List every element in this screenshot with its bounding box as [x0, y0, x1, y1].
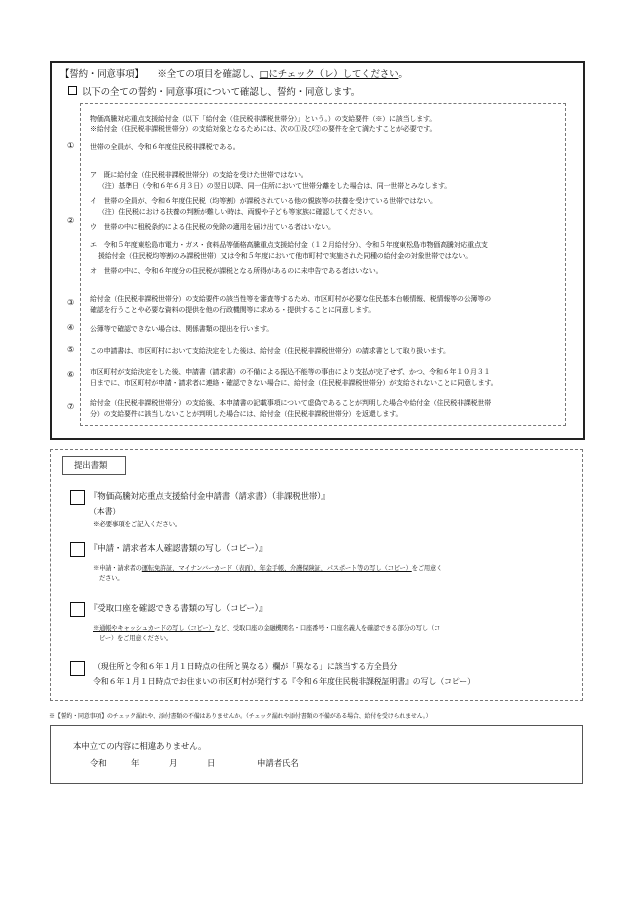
pledge-item-text: 分）の支給要件に該当しないことが判明した場合には、給付金（住民税非課税世帯分）を返還します。 [90, 410, 403, 418]
footnote: ※【誓約・同意事項】のチェック漏れや、添付書類の不備はありませんか。（チェック漏れや添付書類の不備がある場合、給付を受けられません。） [49, 713, 432, 720]
applicant-name-label: 申請者氏名 [257, 759, 299, 769]
confirmation-box [50, 725, 583, 784]
document-checkbox-tax-certificate[interactable] [70, 661, 85, 676]
document-note-line2: ピー）をご用意ください。 [99, 635, 172, 642]
pledge-header-note-end: 。 [398, 69, 408, 80]
pledge-subitem-b: イ 世帯の全員が、令和６年度住民税（均等割）が課税されている他の親族等の扶養を受けている世帯ではない。 [90, 197, 437, 205]
pledge-subitem-a: ア 既に給付金（住民税非課税世帯分）の支給を受けた世帯ではない。 [90, 171, 308, 179]
document-sub: （本書） [89, 507, 121, 516]
pledge-item-number: ⑤ [67, 345, 74, 354]
pledge-item-text: 世帯の全員が、令和６年度住民税非課税である。 [90, 143, 240, 151]
pledge-item-number: ④ [67, 323, 74, 332]
document-title: 『受取口座を確認できる書類の写し（コピー）』 [89, 604, 268, 614]
pledge-agree-checkbox[interactable] [68, 86, 77, 95]
date-era-label: 令和 [90, 759, 107, 769]
document-checkbox-identity[interactable] [70, 542, 85, 557]
date-year-label: 年 [131, 759, 140, 769]
document-note-line2: ださい。 [99, 575, 124, 582]
document-title: 『申請・請求者本人確認書類の写し（コピー）』 [89, 544, 268, 554]
document-note-post: など、受取口座の金融機関名・口座番号・口座名義人を確認できる部分の写し（コ [214, 625, 441, 632]
pledge-item-text: 給付金（住民税非課税世帯分）の支給要件の該当性等を審査等するため、市区町村が必要な住民基本台帳情報、税情報等の公簿等の [90, 295, 491, 303]
pledge-item-text: 市区町村が支給決定をした後、申請書（請求書）の不備による振込不能等の事由により支払が完了せず、かつ、令和６年１０月３１ [90, 368, 491, 376]
document-checkbox-application[interactable] [70, 490, 85, 505]
document-note-pre: ※申請・請求者の [93, 565, 142, 572]
document-note-post: をご用意く [411, 565, 443, 572]
pledge-item-number: ⑥ [67, 370, 74, 379]
pledge-subitem-a-note: （注）基準日（令和６年６月３日）の翌日以降、同一住所において世帯分離をした場合は、同一世帯とみなします。 [98, 182, 452, 190]
document-title: （現住所と令和６年１月１日時点の住所と異なる）欄が「異なる」に該当する方全員分 [93, 662, 398, 671]
pledge-subitem-c: ウ 世帯の中に租税条約による住民税の免除の適用を届け出ている者はいない。 [90, 223, 335, 231]
pledge-subitem-b-note: （注）住民税における扶養の判断が難しい時は、両親や子ども等家族に確認してください。 [98, 208, 377, 216]
documents-header: 提出書類 [74, 461, 108, 471]
pledge-item-text: この申請書は、市区町村において支給決定をした後は、給付金（住民税非課税世帯分）の請求書として取り扱います。 [90, 347, 450, 355]
pledge-header-bracket: 【誓約・同意事項】 [60, 69, 144, 80]
document-checkbox-bank-account[interactable] [70, 602, 85, 617]
pledge-item-number: ⑦ [67, 402, 74, 411]
date-day-label: 日 [207, 759, 216, 769]
document-note: ※必要事項をご記入ください。 [93, 520, 182, 528]
pledge-subitem-e: オ 世帯の中に、令和６年度分の住民税が課税となる所得があるのに未申告である者はいない。 [90, 267, 383, 275]
document-title: 『物価高騰対応重点支援給付金申請書（請求書）（非課税世帯）』 [89, 492, 330, 502]
pledge-subitem-d: エ 令和５年度東松島市電力・ガス・食料品等価格高騰重点支援給付金（１２月給付分）、令和５年度東松島市物価高騰対応重点支 [90, 241, 488, 249]
pledge-intro-line1: 物価高騰対応重点支援給付金（以下「給付金（住民税非課税世帯分）」という。）の支給要件（※）に該当します。 [90, 115, 437, 123]
document-note-underlined: ※通帳やキャッシュカードの写し（コピー） [93, 625, 215, 632]
pledge-agree-label: 以下の全ての誓約・同意事項について確認し、誓約・同意します。 [82, 87, 361, 98]
pledge-header-note-underlined: □にチェック（レ）してください [259, 69, 399, 80]
pledge-item-number: ① [67, 141, 74, 150]
pledge-item-number: ③ [67, 298, 74, 307]
pledge-subitem-d-cont: 援給付金（住民税均等割のみ課税世帯）又は令和５年度において他市町村で実施された同種の給付金の対象世帯ではない。 [98, 252, 472, 260]
document-title-line2: 令和６年１月１日時点でお住まいの市区町村が発行する『令和６年度住民税非課税証明書』の写し（コピー） [93, 677, 475, 686]
document-note-underlined: 運転免許証、マイナンバーカード（表面）、年金手帳、介護保険証、パスポート等の写し（コピー） [141, 565, 412, 572]
pledge-item-text: 給付金（住民税非課税世帯分）の支給後、本申請書の記載事項について虚偽であることが判明した場合や給付金（住民税非課税世帯 [90, 399, 492, 407]
pledge-item-text: 公簿等で確認できない場合は、関係書類の提出を行います。 [90, 325, 274, 333]
document-note [93, 623, 440, 632]
pledge-header-note: ※全ての項目を確認し、 [157, 69, 260, 80]
pledge-item-text: 日までに、市区町村が申請・請求者に連絡・確認できない場合に、給付金（住民税非課税世帯分）が支給されないことに同意します。 [90, 379, 498, 387]
confirmation-statement: 本申立ての内容に相違ありません。 [73, 742, 207, 752]
pledge-intro-line2: ※給付金（住民税非課税世帯分）の支給対象となるためには、次の①及び②の要件を全て満たすことが必要です。 [90, 125, 437, 133]
document-note [93, 563, 442, 572]
date-month-label: 月 [169, 759, 178, 769]
pledge-item-number: ② [67, 216, 74, 225]
pledge-header [60, 66, 408, 80]
pledge-item-text: 確認を行うことや必要な資料の提供を他の行政機関等に求める・提供することに同意します。 [90, 306, 376, 314]
